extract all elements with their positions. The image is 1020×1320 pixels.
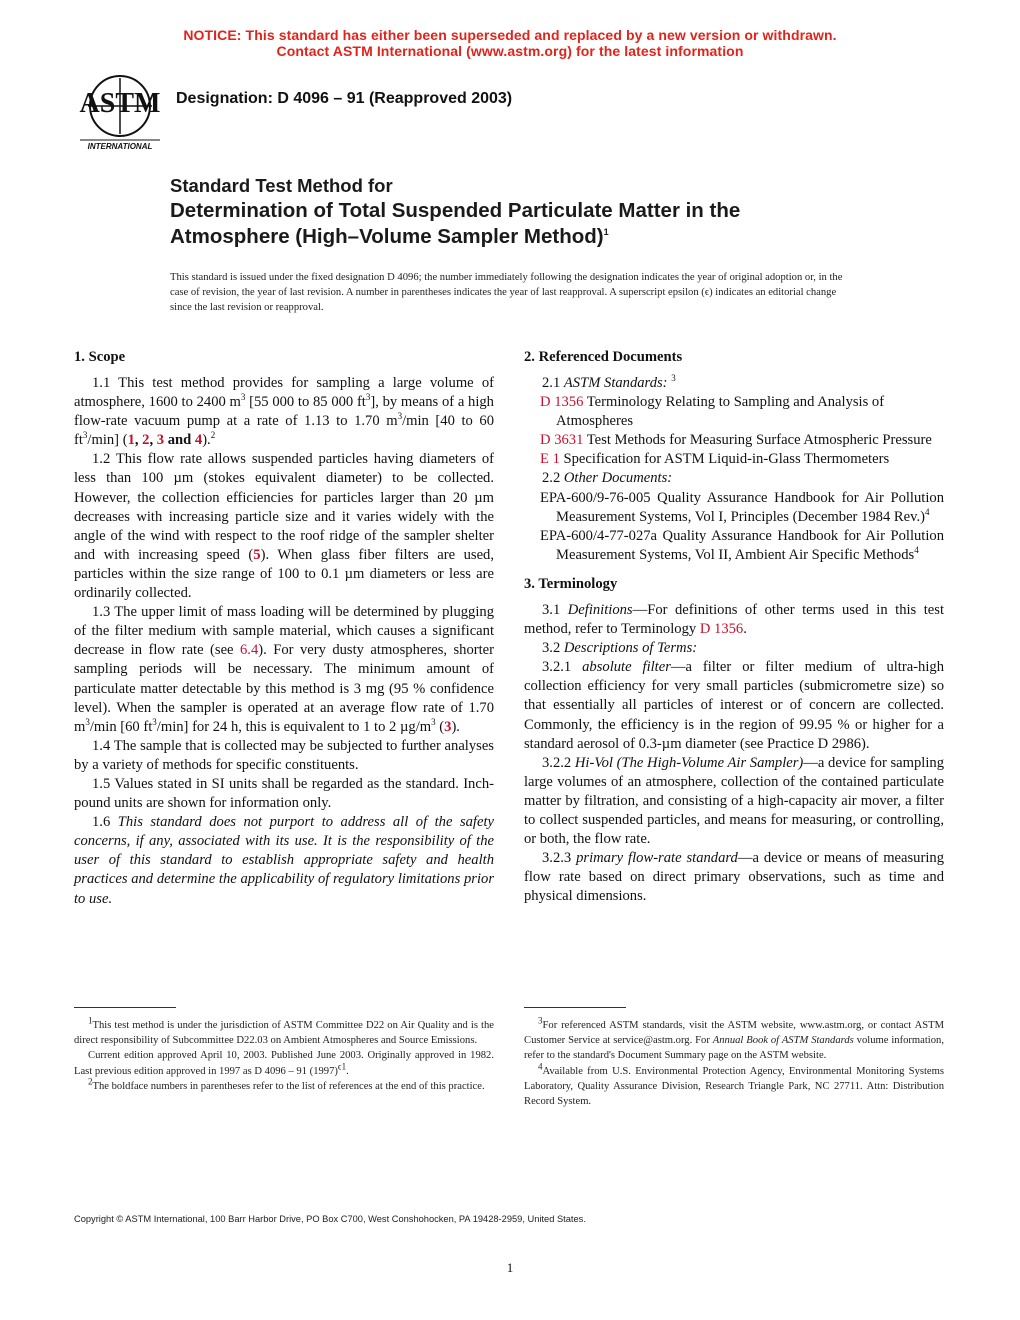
footnotes-right <box>524 1015 944 1109</box>
section-heading-referenced-documents: 2. Referenced Documents <box>524 349 683 365</box>
title-line-1: Standard Test Method for <box>170 175 393 196</box>
copyright: Copyright © ASTM International, 100 Barr Harbor Drive, PO Box C700, West Conshohocken, PA 19428-2959, United States. <box>74 1214 586 1224</box>
section-heading-terminology: 3. Terminology <box>524 575 618 592</box>
paragraph-2-1: 2.1 ASTM Standards: $^3$ <box>542 373 676 391</box>
footnote-rule-right <box>524 1007 626 1008</box>
footnotes-left <box>74 1015 494 1094</box>
paragraph-3-1: 3.1 Definitions—For definitions of other terms used in this test method, refer to Terminology D 1356. <box>524 601 944 638</box>
paragraph-1-5: 1.5 Values stated in SI units shall be regarded as the standard. Inch-pound units are shown for information only. <box>74 775 494 812</box>
paragraph-1-4: 1.4 The sample that is collected may be subjected to further analyses by a variety of methods for specific constituents. <box>74 737 494 773</box>
footnote-rule-left <box>74 1007 176 1008</box>
other-doc-item: EPA-600/9-76-005 Quality Assurance Handbook for Air Pollution Measurement Systems, Vol I, Principles (December 1984 Rev.)$^4$ <box>540 489 944 525</box>
astm-ref-link[interactable]: E 1 <box>540 451 560 468</box>
footnote-mark[interactable]: 2 <box>210 430 216 441</box>
ref-link[interactable]: 4 <box>194 432 203 449</box>
paragraph-3-2-1: 3.2.1 absolute filter—a filter or filter medium of ultra-high collection efficiency for very small particles (submicrometre size) so that essentially all particles of interest or of concern are collected. Commonly, the efficiency is in the region of 99.95 % or higher for a standard aerosol of 0.3-µm diameter (see Practice D 2986). <box>524 659 944 752</box>
astm-ref-item: E 1 Specification for ASTM Liquid-in-Glass Thermometers <box>540 451 890 468</box>
right-column <box>524 348 944 906</box>
logo-subtext: INTERNATIONAL <box>87 142 153 151</box>
ref-link[interactable]: 3 <box>444 718 452 735</box>
document-title <box>170 174 930 250</box>
page-number: 1 <box>506 1260 514 1275</box>
title-line-3: Atmosphere (High–Volume Sampler Method) <box>170 225 604 248</box>
paragraph-3-2-2: 3.2.2 Hi-Vol (The High-Volume Air Sampler)—a device for sampling large volumes of an atmosphere, collection of the contained particulate matter by filtration, and consisting of a high-capacity air mover, a filter to collect suspended particles, and means for measuring, or controlling, or both, the flow rate. <box>524 754 944 848</box>
astm-ref-item: D 1356 Terminology Relating to Sampling and Analysis of Atmospheres <box>540 394 885 430</box>
section-heading-scope: 1. Scope <box>74 349 126 365</box>
ref-link[interactable]: 5 <box>253 546 261 563</box>
footnote-1b: Current edition approved April 10, 2003. Published June 2003. Originally approved in 1982. Last previous edition approved in 1997 as D 4096 – 91 $(1997)^{\epsilon 1}$. <box>74 1050 494 1077</box>
paragraph-3-2: 3.2 Descriptions of Terms: <box>542 640 698 657</box>
ref-link[interactable]: 2 <box>142 432 150 449</box>
left-column <box>74 348 494 909</box>
title-footnote-mark[interactable]: 1 <box>603 227 609 238</box>
footnote-mark[interactable]: 3 <box>671 373 676 384</box>
paragraph-1-3: 1.3 The upper limit of mass loading will be determined by plugging of the filter medium with sample material, which causes a significant decrease in flow rate (see 6.4). For very dusty atmospheres, shorter sampling periods will be necessary. The minimum amount of particulate matter detectable by this method is 3 mg (95 % confidence level). When the sampler is operated at an average flow rate of 1.70 $m^3/\min$ [60 $ft^3/\min$] for 24 h, this is equivalent to 1 to 2 $\mu g/m^3$ (3). <box>74 604 495 735</box>
paragraph-1-1: 1.1 This test method provides for sampling a large volume of atmosphere, 1600 to 2400 $m^3$ [55 000 to 85 000 $ft^3$], by means of a high flow-rate vacuum pump at a rate of 1.13 to 1.70 $m^3/\min$ [40 to 60 $ft^3/\min$] (1, 2, 3 and 4).$^2$ <box>74 375 494 449</box>
other-doc-item: EPA-600/4-77-027a Quality Assurance Handbook for Air Pollution Measurement Systems, Vol II, Ambient Air Specific Methods$^4$ <box>540 527 944 563</box>
astm-ref-link[interactable]: D 1356 <box>540 394 584 411</box>
footnote-2: $^2$The boldface numbers in parentheses refer to the list of references at the end of this practice. <box>88 1076 485 1092</box>
paragraph-1-6: 1.6 This standard does not purport to address all of the safety concerns, if any, associated with its use. It is the responsibility of the user of this standard to establish appropriate safety and health practices and determine the applicability of regulatory limitations prior to use. <box>74 814 494 907</box>
footnote-4: $^4$Available from U.S. Environmental Protection Agency, Environmental Monitoring Systems Laboratory, Quality Assurance Division, Research Triangle Park, NC 27711. Attn: Distribution Record System. <box>524 1061 944 1108</box>
paragraph-1-2: 1.2 This flow rate allows suspended particles having diameters of less than 100 µm (stokes equivalent diameter) to be collected. However, the collection efficiencies for particles larger than 20 µm decreases with increasing particle size and it varies widely with the angle of the wind with respect to the roof ridge of the sampler shelter and with increasing speed (5). When glass fiber filters are used, particles within the size range of 100 to 0.1 µm diameters or less are ordinarily collected. <box>74 451 494 602</box>
astm-ref-link[interactable]: D 3631 <box>540 432 584 449</box>
issued-note: This standard is issued under the fixed designation D 4096; the number immediately following the designation indicates the year of original adoption or, in the case of revision, the year of last revision. A number in parentheses indicates the year of last reapproval. A superscript epsilon (ϵ) indicates an editorial change since the last revision or reapproval. <box>170 272 843 313</box>
notice-line-1: NOTICE: This standard has either been superseded and replaced by a new version or withdrawn. <box>183 27 837 43</box>
footnote-1: $^1$This test method is under the jurisdiction of ASTM Committee D22 on Air Quality and is the direct responsibility of Subcommittee D22.03 on Ambient Atmospheres and Source Emissions. <box>74 1015 494 1047</box>
paragraph-3-2-3: 3.2.3 primary flow-rate standard—a device or means of measuring flow rate based on direct primary observations, such as time and physical dimensions. <box>524 850 944 905</box>
designation: Designation: D 4096 – 91 (Reapproved 2003) <box>176 90 513 107</box>
astm-ref-link[interactable]: D 1356 <box>699 621 744 638</box>
title-line-2: Determination of Total Suspended Particulate Matter in the <box>170 199 741 222</box>
section-link[interactable]: 6.4 <box>240 642 259 659</box>
astm-ref-item: D 3631 Test Methods for Measuring Surface Atmospheric Pressure <box>540 432 932 449</box>
astm-logo-icon <box>74 74 166 152</box>
logo-text: ASTM <box>79 88 161 119</box>
ref-link[interactable]: 3 <box>156 432 165 449</box>
footnote-3: $^3$For referenced ASTM standards, visit the ASTM website, www.astm.org, or contact ASTM Customer Service at service@astm.org. For Annual Book of ASTM Standards volume information, refer to the standard's Document Summary page on the ASTM website. <box>524 1015 944 1062</box>
notice-line-2: Contact ASTM International (www.astm.org) for the latest information <box>276 43 744 59</box>
paragraph-2-2: 2.2 Other Documents: <box>542 470 673 487</box>
ref-link[interactable]: 1 <box>127 432 135 449</box>
